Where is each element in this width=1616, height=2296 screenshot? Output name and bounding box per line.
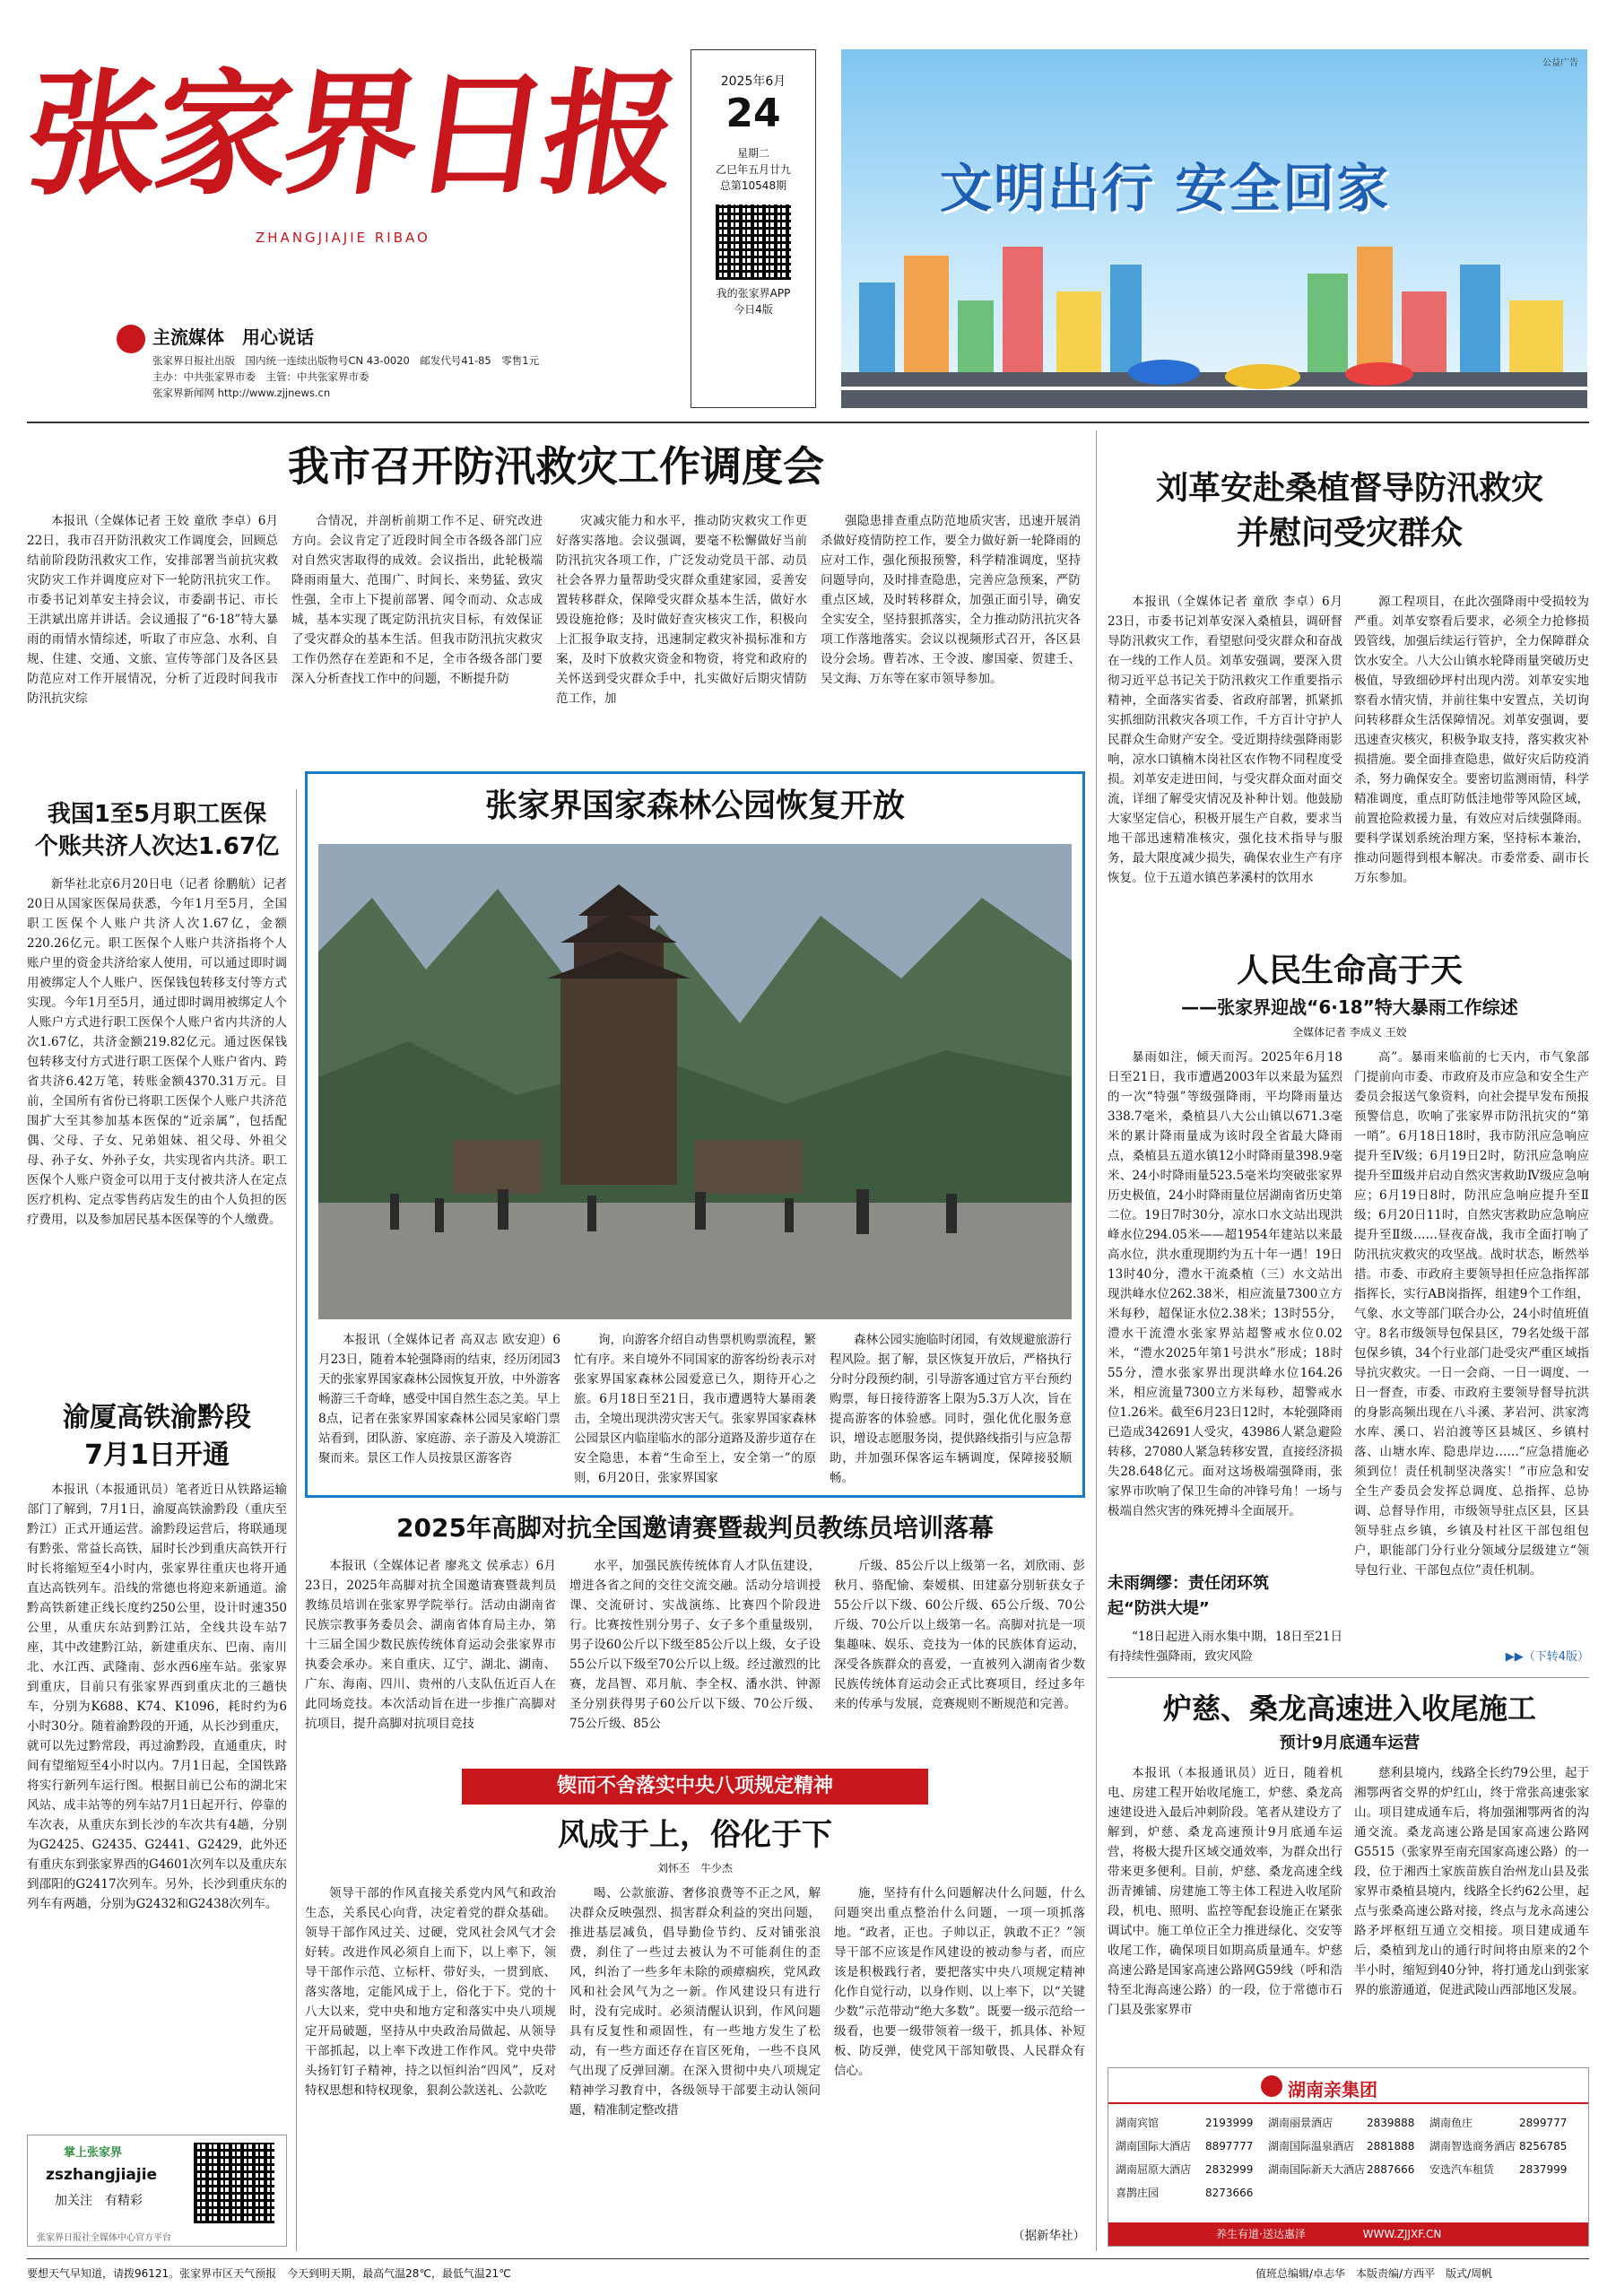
sports-headline: 2025年高脚对抗全国邀请赛暨裁判员教练员培训落幕: [396, 1513, 994, 1543]
left-column-divider: [296, 789, 297, 2251]
side-mid-col-1: 暴雨如注，倾天而泻。2025年6月18日至21日，我市遭遇2003年以来最为猛烈的一次“特强”等级强降雨，平均降雨量达338.7毫米，桑植县八大公山镇以671.3毫米的累计降雨量成为该时段全省最大降雨点，桑植县五道水镇12小时降雨量398.9毫米、24小时降雨量523.5毫米均突破张家界历史极值，24小时降雨量位居湖南省历史第二位。19日7时30分，凉水口水文站出现洪峰水位294.05米——超1954年建站以来最高水位，洪水重现期约为五十年一遇！19日13时40分，澧水干流桑植（三）水文站出现洪峰水位262.38米，相应流量7300立方米每秒，超保证水位2.38米；13时55分，澧水干流澧水张家界站超警戒水位0.02米，“澧水2025年第1号洪水”形成；18时55分，澧水张家界出现洪峰水位164.26米，相应流量7300立方米每秒，超警戒水位1.26米。截至6月23日12时，本轮强降雨已造成342691人受灾，43986人紧急避险转移，27080人紧急转移安置，直接经济损失28.648亿元。面对这场极端强降雨，张家界市吹响了保卫生命的冲锋号角！一场与极端自然灾害的殊死搏斗全面展开。: [1108, 1050, 1342, 1518]
photo-story-box: [305, 771, 1085, 1498]
issue-date-box: [691, 49, 816, 408]
side-top-headline: 刘革安赴桑植督导防汛救灾 并慰问受灾群众: [1155, 470, 1543, 552]
editors-line: 值班总编辑/卓志华 本版责编/方西平 版式/周帆: [1255, 2267, 1493, 2280]
photo-story-col-3: 森林公园实施临时闭园，有效规避旅游行程风险。据了解，景区恢复开放后，严格执行分时分段预约制，引导游客通过官方平台预约购票，每日接待游客上限为5.3万人次，旨在提高游客的体验感。同时，强化优化服务意识，增设志愿服务岗，提供路线指引与应急帮助，并加强环保客运车辆调度，保障接驳顺畅。: [830, 1333, 1072, 1485]
commentary-source: （据新华社）: [1012, 2229, 1085, 2243]
sponsor-line: 主办：中共张家界市委 主管：中共张家界市委: [152, 370, 369, 383]
qr-ad-footer: 张家界日报社全媒体中心官方平台: [37, 2233, 171, 2243]
issue-year-month: 2025年6月: [720, 74, 786, 89]
side-top-col-2: 源工程项目，在此次强降雨中受损较为严重。刘革安察看后要求，必须全力抢修损毁管线，加强后续运行管护，全力保障群众饮水安全。八大公山镇水轮降雨量突破历史极值，导致细砂坪村出现内涝。刘革安实地察看水情灾情，并前往集中安置点，关切询问转移群众生活保障情况。刘革安强调，要迅速查灾核灾，积极争取支持，落实救灾补损措施。要全面排查隐患，做好灾后防疫消杀，努力确保安全。要密切监测雨情，科学精准调度，重点盯防低洼地带等风险区域，前置抢险救援力量，有效应对后续强降雨。要科学谋划系统治理方案，坚持标本兼治，推动问题得到根本解决。市委常委、副市长万东参加。: [1354, 595, 1589, 885]
wechat-qr-code[interactable]: [194, 2143, 274, 2223]
issue-day: 24: [725, 91, 781, 136]
issue-lunar-date: 乙巳年五月廿九: [715, 163, 791, 176]
hotel-brand-name: 湖南亲集团: [1288, 2079, 1377, 2100]
masthead-pinyin: ZHANGJIAJIE RIBAO: [256, 230, 430, 246]
side-bottom-col-2: 慈利县境内，线路全长约79公里，起于湘鄂两省交界的炉红山，终于常张高速张家山。项目建成通车后，将加强湘鄂两省的沟通交流。桑龙高速公路是国家高速公路网G5515（张家界至南充国家高速公路）的一段，位于湘西土家族苗族自治州龙山县及张家界市桑植县境内，线路全长约62公里，起点与张桑高速公路对接，终点与龙永高速公路矛坪枢纽互通立交相接。项目建成通车后，桑植到龙山的通行时间将由原来的2个半小时，缩短到40分钟，将打通龙山到张家界的旅游通道，促进武陵山西部地区发展。: [1354, 1766, 1589, 1997]
hotel-directory: [1116, 2111, 1582, 2205]
commentary-col-3: 施，坚持有什么问题解决什么问题，什么问题突出重点整治什么问题，一项一项抓落地。“政者，正也。子帅以正，孰敢不正？”领导干部不应该是作风建设的被动参与者，而应该是积极践行者，要把落实中央八项规定精神化作自觉行动，以身作则、以上率下，以“关键少数”示范带动“绝大多数”。既要一级示范给一级看，也要一级带领着一级干，抓具体、补短板、防反弹，使党风干部知敬畏、人民群众有信心。: [834, 1886, 1085, 2078]
side-bottom-col-1: 本报讯（本报通讯员）近日，随着机电、房建工程开始收尾施工，炉慈、桑龙高速建设进入最后冲刺阶段。笔者从建设方了解到，炉慈、桑龙高速预计9月底通车运营，将极大提升区域交通效率，为群众出行带来更多便利。目前，炉慈、桑龙高速全线沥青摊铺、房建施工等主体工程进入收尾阶段，机电、照明、监控等配套设施正在紧张调试中。施工单位正全力推进绿化、交安等收尾工作，确保项目如期高质量通车。炉慈高速公路是国家高速公路网G59线（呼和浩特至北海高速公路）的一段，位于常德市石门县及张家界市: [1108, 1766, 1342, 2017]
left1-body: 新华社北京6月20日电（记者 徐鹏航）记者20日从国家医保局获悉，今年1月至5月，全国职工医保个人账户共济人次1.67亿，金额220.26亿元。职工医保个人账户共济指将个人账户里的资金共济给家人使用，可以通过即时调用被绑定人个人账户、医保钱包转移支付等方式实现。今年1月至5月，通过即时调用被绑定人个人账户方式进行职工医保个人账户省内共济的人次1.67亿，共济金额219.82亿元。通过医保钱包转移支付方式进行职工医保个人账户省内、跨省共济6.42万笔，转账金额4370.31万元。目前，全国所有省份已将职工医保个人账户共济范围扩大至其参加基本医保的“近亲属”，包括配偶、父母、子女、兄弟姐妹、祖父母、外祖父母、孙子女、外孙子女，共实现省内共济。职工医保个人账户资金可以用于支付被共济人在定点医疗机构、定点零售药店发生的由个人负担的医疗费用，以及参加居民基本医保等的个人缴费。: [27, 877, 287, 1227]
side-top-col-1: 本报讯（全媒体记者 童欣 李卓）6月23日，市委书记刘革安深入桑植县，调研督导防汛救灾工作，看望慰问受灾群众和奋战在一线的工作人员。刘革安强调，要深入贯彻习近平总书记关于防汛救灾工作重要指示精神，全面落实省委、省政府部署，抓紧抓实抓细防汛救灾各项工作，千方百计守护人民群众生命财产安全。受近期持续强降雨影响，凉水口镇楠木岗社区农作物不同程度受损。刘革安走进田间，与受灾群众面对面交流，详细了解受灾情况及补种计划。他鼓励大家坚定信心，积极开展生产自救，要求当地干部迅速精准核灾，强化技术指导与服务，最大限度减少损失，确保农业生产有序恢复。位于五道水镇芭茅溪村的饮用水: [1108, 595, 1342, 885]
hotel-ad-footer: 养生有道·送达惠泽 WWW.ZJJXF.CN: [1108, 2222, 1588, 2246]
photo-story-col-1: 本报讯（全媒体记者 高双志 欧安迎）6月23日，随着本轮强降雨的结束，经历闭园3天的张家界国家森林公园恢复开放，中外游客畅游三千奇峰，感受中国自然生态之美。早上8点，记者在张家界国家森林公园吴家峪门票站看到，团队游、家庭游、亲子游及入境游汇聚而来。景区工作人员按景区游客咨: [318, 1333, 560, 1465]
wechat-qr-ad[interactable]: [27, 2135, 287, 2247]
hotel-ad-header: [1108, 2068, 1588, 2104]
hotel-row: 喜鹊庄园 8273666: [1116, 2187, 1254, 2199]
issue-weekday: 星期二: [736, 147, 769, 160]
lead-headline: 我市召开防汛救灾工作调度会: [288, 442, 824, 491]
right-column-divider: [1096, 430, 1097, 2251]
forest-park-photo: [318, 844, 1072, 1319]
qr-ad-slogan: 加关注 有精彩: [55, 2194, 143, 2208]
footer-divider: [27, 2258, 1589, 2259]
continued-link[interactable]: ▶▶（下转4版）: [1505, 1650, 1589, 1664]
left1-headline: 我国1至5月职工医保 个账共济人次达1.67亿: [34, 801, 280, 860]
hotel-row: 湖南屈原大酒店 2832999 湖南国际新天大酒店 2887666 安选汽车租赁 2837999: [1116, 2163, 1568, 2176]
photo-story-headline: 张家界国家森林公园恢复开放: [484, 787, 905, 824]
side-mid-byline: 全媒体记者 李成义 王姣: [1292, 1026, 1407, 1039]
commentary-col-1: 领导干部的作风直接关系党内风气和政治生态，关系民心向背，决定着党的群众基础。领导干部作风过关、过硬，党风社会风气才会好转。改进作风必须自上而下，以上率下，领导干部作示范、立标杆、带好头，一贯到底、落实落地，定能风成于上，俗化于下。党的十八大以来，党中央和地方定和落实中央八项规定开局破题，坚持从中央政治局做起、从领导干部抓起，以上率下改进工作作风。党中央带头扬钉钉子精神，持之以恒纠治“四风”，反对特权思想和特权现象，狠刹公款送礼、公款吃: [305, 1886, 556, 2098]
qr-ad-tag: 掌上张家界: [64, 2146, 123, 2160]
hotel-row: 湖南国际大酒店 8897777 湖南国际温泉酒店 2881888 湖南智选商务酒店 8256785: [1116, 2140, 1568, 2152]
masthead-slogan: 主流媒体 用心说话: [152, 326, 314, 348]
commentary-byline: 刘怀丕 牛少杰: [656, 1862, 733, 1874]
side-bottom-divider: [1108, 1677, 1589, 1678]
commentary-col-2: 喝、公款旅游、奢侈浪费等不正之风，解决群众反映强烈、损害群众利益的突出问题，推进基层减负，倡导勤俭节约、反对铺张浪费，刹住了一些过去被认为不可能刹住的歪风，纠治了一些多年未除的顽瘴痼疾，党风政风和社会风气为之一新。作风建设只有进行时，没有完成时。必须清醒认识到，作风问题具有反复性和顽固性，有一些地方发生了松动，有一些方面还存在盲区死角，一些不良风气出现了反弹回潮。在深入贯彻中央八项规定精神学习教育中，各级领导干部要主动认领问题，精准制定整改措: [569, 1886, 821, 2118]
side-mid-headline: 人民生命高于天: [1236, 952, 1463, 989]
qr-ad-pinyin: zszhangjiajie: [46, 2166, 158, 2184]
side-mid-subhead: 未雨绸缪：责任闭环筑 起“防洪大堤”: [1108, 1574, 1269, 1618]
photo-story-col-2: 询，向游客介绍自动售票机购票流程，繁忙有序。来自境外不同国家的游客纷纷表示对张家界国家森林公园爱意已久，期待开心之旅。6月18日至21日，我市遭遇特大暴雨袭击，全境出现洪涝灾害天气。张家界国家森林公园景区内临崖临水的部分道路及游步道存在安全隐患，本着“生命至上，安全第一”的原则，6月20日，张家界国家: [574, 1333, 816, 1485]
banner-tag: 公益广告: [1542, 58, 1578, 68]
sports-col-1: 本报讯（全媒体记者 廖兆文 侯承志）6月23日，2025年高脚对抗全国邀请赛暨裁判员教练员培训在张家界学院举行。活动由湖南省民族宗教事务委员会、湖南省体育局主办，第十三届全国少数民族传统体育运动会张家界市执委会承办。来自重庆、辽宁、湖北、湖南、广东、海南、四川、贵州的八支队伍近百人在此同场竞技。本次活动旨在进一步推广高脚对抗项目，提升高脚对抗项目竞技: [305, 1559, 556, 1731]
app-label: 我的张家界APP: [716, 287, 791, 300]
website-line[interactable]: 张家界新闻网 http://www.zjjnews.cn: [152, 387, 331, 399]
sports-col-3: 斤级、85公斤以上级第一名，刘欣雨、彭秋月、骆配愉、秦嫒棋、田建嘉分别斩获女子55公斤以下级、60公斤级、65公斤级、70公斤级、70公斤以上级第一名。高脚对抗是一项集趣味、娱乐、竞技为一体的民族体育运动，深受各族群众的喜爱，一直被列入湖南省少数民族传统体育运动会正式比赛项目，经过多年来的传承与发展，竞赛规则不断规范和完善。: [834, 1559, 1085, 1711]
hotel-group-ad[interactable]: [1108, 2067, 1589, 2247]
issue-number: 总第10548期: [719, 179, 787, 192]
side-bottom-headline: 炉慈、桑龙高速进入收尾施工: [1162, 1692, 1536, 1726]
commentary-headline: 风成于上，俗化于下: [558, 1817, 832, 1853]
lead-col-2: 合情况，并剖析前期工作不足、研究改进方向。会议肯定了近段时间全市各级各部门应对自然灾害取得的成效。会议指出，此轮极端降雨雨量大、范围广、时间长、来势猛、致灾性强，全市上下提前部署、闻令而动、众志成城，基本实现了既定防汛抗灾目标，有效保证了受灾群众的基本生活。但我市防汛抗灾救灾工作仍然存在差距和不足，全市各级各部门要深入分析查找工作中的问题，不断提升防: [291, 514, 543, 686]
city-skyline-illustration: [841, 229, 1587, 408]
hotel-brand-logo-icon: [1261, 2075, 1282, 2097]
masthead-divider: [27, 422, 1589, 423]
commentary-banner: 锲而不舍落实中央八项规定精神: [462, 1769, 928, 1805]
lead-col-4: 强隐患排查重点防范地质灾害，迅速开展消杀做好疫情防控工作，要全力做好新一轮降雨的应对工作，强化预报预警，科学精准调度，坚持问题导向，及时排查隐患，完善应急预案，严防重点区域，及时转移群众，加强正面引导，确安全实安全，坚持狠抓落实，全力推动防汛抗灾各项工作落地落实。会议以视频形式召开，各区县设分会场。曹若冰、王令波、廖国豪、贺建壬、吴文海、万东等在家市领导参加。: [821, 514, 1081, 686]
page-count: 今日4版: [734, 303, 773, 316]
app-qr-code[interactable]: [716, 204, 791, 280]
sports-col-2: 水平，加强民族传统体育人才队伍建设，增进各省之间的交往交流交融。活动分培训授课、交流研讨、实战演练、比赛四个阶段进行。比赛按性别分男子、女子多个重量级别，男子设60公斤以下级至85公斤以上级，女子设55公斤以下级至70公斤以上级。经过激烈的比赛，龙昌智、邓月航、李全权、潘水洪、钟源圣分别获得男子60公斤以下级、70公斤级、75公斤级、85公: [569, 1559, 821, 1731]
side-mid-subtitle: ——张家界迎战“6·18”特大暴雨工作综述: [1181, 996, 1518, 1018]
side-mid-subhead-body: “18日起进入雨水集中期，18日至21日有持续性强降雨，致灾风险: [1108, 1630, 1342, 1664]
left2-headline: 渝厦高铁渝黔段 7月1日开通: [63, 1402, 251, 1471]
side-mid-col-2: 高”。暴雨来临前的七天内，市气象部门提前向市委、市政府及市应急和安全生产委员会报送气象资料，向社会提早发布预报预警信息，吹响了张家界市防汛抗灾的“第一哨”。6月18日18时，我市防汛应急响应提升至Ⅳ级；6月19日2时，防汛应急响应提升至Ⅲ级并启动自然灾害救助Ⅳ级应急响应；6月19日8时，防汛应急响应提升至Ⅱ级；6月20日11时，自然灾害救助应急响应提升至Ⅱ级……昼夜奋战，我市全面打响了防汛抗灾救灾的攻坚战。战时状态，断然举措。市委、市政府主要领导担任应急指挥部指挥长，实行AB岗指挥，组建9个工作组，气象、水文等部门联合办公，24小时值班值守。8名市级领导包保县区，79名处级干部包保乡镇，34个行业部门赴受灾严重区域指导抗灾救灾。一日一会商、一日一调度、一日一督查，市委、市政府主要领导督导抗洪的身影高频出现在八斗溪、茅岩河、洪家湾水库、溪口、岩泊渡等区县城区、乡镇村落、山塘水库、隐患岸边……“应急措施必须到位！责任机制坚决落实！”市应急和安全生产委员会发挥总调度、总指挥、总协调、总督导作用，市级领导驻点区县，区县领导驻点乡镇，乡镇及村社区干部包组包户，职能部门分行业分领域分层级建立“领导包行业、干部包点位”责任机制。: [1354, 1050, 1589, 1578]
public-service-banner: [841, 49, 1587, 408]
left2-body: 本报讯（本报通讯员）笔者近日从铁路运输部门了解到，7月1日，渝厦高铁渝黔段（重庆至黔江）正式开通运营。渝黔段运营后，将联通现有黔张、常益长高铁，届时长沙到重庆高铁开行时长将缩短至4小时内，张家界往重庆也将开通直达高铁列车。沿线的常德也将迎来新通道。渝黔高铁新建正线长度约250公里，设计时速350公里，从重庆东站到黔江站，全线共设车站7座，其中改建黔江站，新建重庆东、巴南、南川北、水江西、武隆南、彭水西6座车站。张家界到重庆，目前只有张家界西到重庆北的三趟快车，分别为K688、K74、K1096，耗时约为6小时30分。随着渝黔段的开通，从长沙到重庆，就可以先过黔常段，再过渝黔段，直通重庆，时间有望缩短至4小时以内。7月1日起，全国铁路将实行新列车运行图。根据目前已公布的湖北宋风站、成丰站等的列车站7月1日起开行、停靠的车次表，从重庆东到长沙的车次共有4趟，分别为G2425、G2435、G2441、G2429，此外还有重庆东到张家界西的G4601次列车以及重庆东到邵阳的G2417次列车。另外，长沙到重庆东的列车有两趟，分别为G2432和G2438次列车。: [27, 1483, 287, 1911]
lead-col-1: 本报讯（全媒体记者 王姣 童欣 李卓）6月22日，我市召开防汛救灾工作调度会，回顾总结前阶段防汛救灾工作，安排部署当前抗灾救灾防灾工作并调度应对下一轮防汛抗灾工作。市委书记刘革安主持会议，市委副书记、市长王洪斌出席并讲话。会议通报了“6·18”特大暴雨的雨情水情综述，听取了市应急、水利、自规、住建、交通、文旅、宣传等部门及各区县防范应对工作开展情况，分析了近段时间我市防汛抗灾综: [27, 514, 278, 706]
side-bottom-subtitle: 预计9月底通车运营: [1279, 1734, 1421, 1752]
newspaper-logo-icon: [117, 325, 145, 353]
weather-line: 要想天气早知道，请拨96121。张家界市区天气预报 今天到明天期，最高气温28℃，最低气温21℃: [27, 2267, 511, 2280]
hotel-row: 湖南宾馆 2193999 湖南丽景酒店 2839888 湖南鱼庄 2899777: [1116, 2117, 1568, 2129]
publisher-line: 张家界日报社出版 国内统一连续出版物号CN 43-0020 邮发代号41-85 零售1元: [152, 354, 540, 367]
banner-slogan: 文明出行 安全回家: [940, 158, 1391, 219]
lead-col-3: 灾减灾能力和水平，推动防灾救灾工作更好落实落地。会议强调，要毫不松懈做好当前防汛抗灾各项工作，广泛发动党员干部、动员社会各界力量帮助受灾群众重建家园，妥善安置转移群众，保障受灾群众基本生活，做好水毁设施抢修；及时做好查灾核灾工作，积极向上汇报争取支持，迅速制定救灾补损标准和方案，及时下放救灾资金和物资，将党和政府的关怀送到受灾群众手中，扎实做好后期灾情防范工作，加: [556, 514, 807, 706]
masthead-title: 张家界日报: [15, 56, 684, 213]
